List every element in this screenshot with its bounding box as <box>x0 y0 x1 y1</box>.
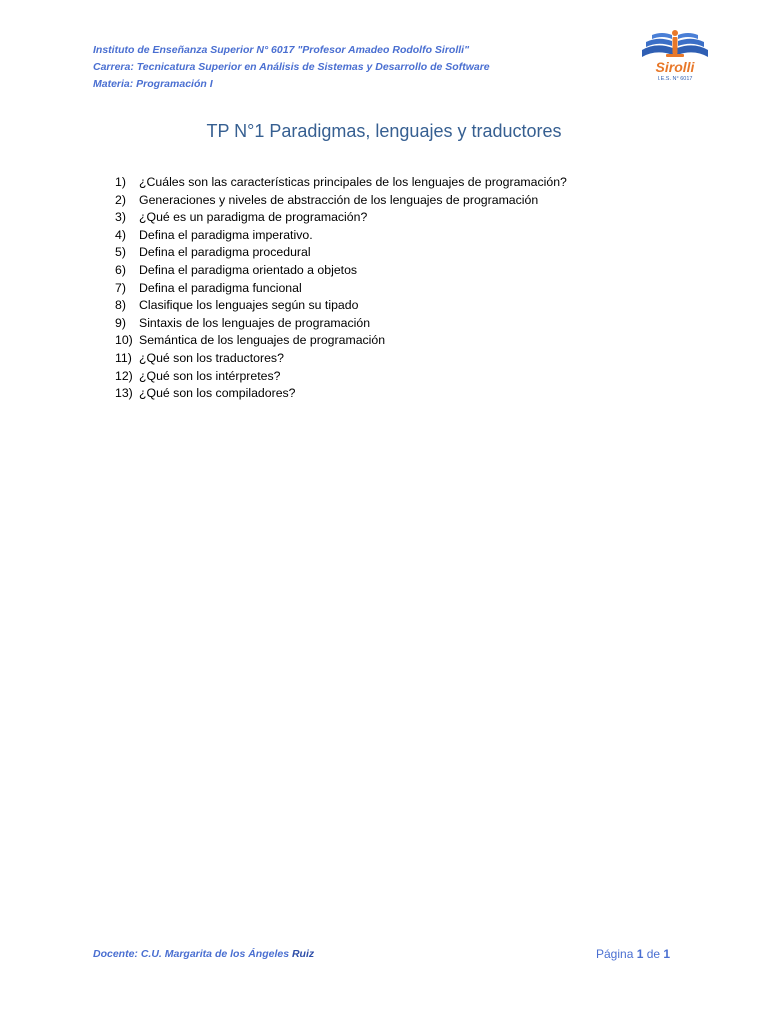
question-number: 1) <box>115 175 126 189</box>
question-text: ¿Qué son los compiladores? <box>139 386 296 401</box>
list-item <box>115 297 567 315</box>
question-text: Sintaxis de los lenguajes de programación <box>139 315 371 330</box>
page-label: Página <box>596 947 637 961</box>
question-number: 3) <box>115 210 126 225</box>
logo-name: Sirolli <box>655 59 695 75</box>
question-number: 13) <box>115 386 133 401</box>
question-number: 9) <box>115 315 126 330</box>
footer-page-number <box>596 947 670 961</box>
list-item <box>115 227 567 245</box>
question-text: Clasifique los lenguajes según su tipado <box>139 298 359 313</box>
document-header <box>93 42 613 93</box>
question-text: Semántica de los lenguajes de programación <box>139 333 386 348</box>
page-of: de <box>643 947 664 961</box>
question-number: 8) <box>115 298 126 313</box>
list-item <box>115 368 567 386</box>
header-subject: Materia: Programación I <box>93 78 213 90</box>
list-item <box>115 174 567 192</box>
question-text: ¿Qué son los intérpretes? <box>139 368 281 383</box>
sirolli-logo <box>636 28 714 84</box>
sirolli-logo-icon <box>636 28 714 84</box>
question-text: Defina el paradigma funcional <box>139 280 302 295</box>
question-number: 10) <box>115 333 133 348</box>
list-item <box>115 209 567 227</box>
list-item <box>115 244 567 262</box>
question-text: ¿Qué es un paradigma de programación? <box>139 210 368 225</box>
question-text: Defina el paradigma imperativo. <box>139 227 313 242</box>
teacher-surname: Ruiz <box>291 948 315 960</box>
list-item <box>115 332 567 350</box>
question-number: 6) <box>115 262 126 277</box>
question-text: Defina el paradigma procedural <box>139 245 311 260</box>
question-text: ¿Cuáles son las características principales de los lenguajes de programación? <box>139 175 567 189</box>
list-item <box>115 262 567 280</box>
page-current: 1 <box>636 947 644 961</box>
list-item <box>115 315 567 333</box>
footer-teacher <box>93 948 314 960</box>
question-number: 5) <box>115 245 126 260</box>
header-career: Carrera: Tecnicatura Superior en Análisis de Sistemas y Desarrollo de Software <box>93 61 490 73</box>
page-total: 1 <box>663 947 671 961</box>
question-text: Defina el paradigma orientado a objetos <box>139 262 358 277</box>
logo-subtitle: I.E.S. N° 6017 <box>657 76 693 82</box>
question-number: 12) <box>115 368 133 383</box>
list-item <box>115 350 567 368</box>
question-text: ¿Qué son los traductores? <box>139 350 284 365</box>
questions-list <box>115 174 567 403</box>
question-text: Generaciones y niveles de abstracción de los lenguajes de programación <box>139 192 539 207</box>
header-institute: Instituto de Enseñanza Superior N° 6017 "Profesor Amadeo Rodolfo Sirolli" <box>93 44 470 56</box>
question-number: 11) <box>115 350 132 365</box>
teacher-name: Docente: C.U. Margarita de los Ángeles <box>93 948 292 960</box>
list-item <box>115 385 567 403</box>
list-item <box>115 280 567 298</box>
question-number: 7) <box>115 280 126 295</box>
list-item <box>115 192 567 210</box>
question-number: 2) <box>115 192 126 207</box>
document-title: TP N°1 Paradigmas, lenguajes y traductores <box>206 121 562 141</box>
question-number: 4) <box>115 227 126 242</box>
